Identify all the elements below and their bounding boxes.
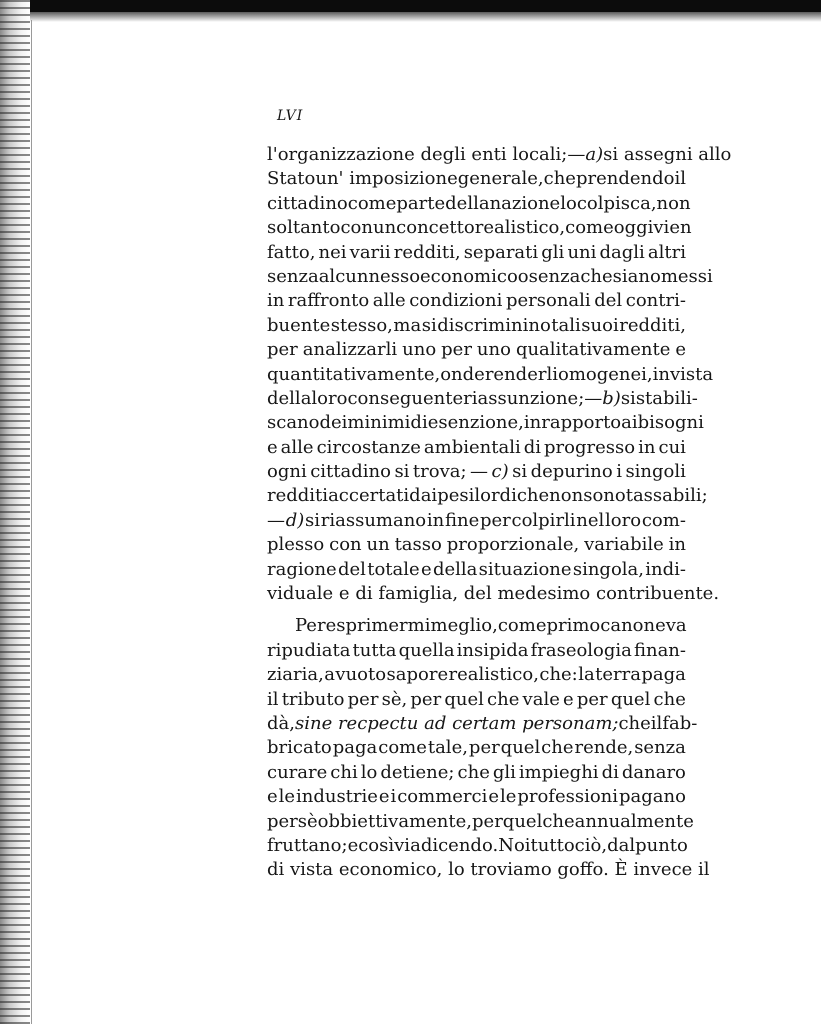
word: della xyxy=(445,192,490,214)
word: con xyxy=(340,217,373,239)
text-line xyxy=(267,167,686,191)
word: per xyxy=(267,810,298,832)
word: ogni xyxy=(267,461,307,483)
word: nel xyxy=(576,509,605,531)
word: uno xyxy=(402,339,437,361)
word: vuoto xyxy=(335,664,387,686)
word: che xyxy=(580,265,613,287)
word: annualmente xyxy=(574,810,694,832)
word: di xyxy=(355,583,373,605)
word: che xyxy=(543,168,576,190)
word: alle xyxy=(280,436,314,458)
word: che xyxy=(653,688,686,710)
page-gutter-line xyxy=(31,20,32,1024)
word: vien xyxy=(653,217,692,239)
word: scano xyxy=(267,412,320,434)
word: di xyxy=(523,436,542,458)
word: si xyxy=(421,314,437,336)
word: che xyxy=(542,810,575,832)
text-line xyxy=(267,688,686,712)
word: contribuente. xyxy=(595,583,720,605)
word: come xyxy=(347,192,397,214)
word: tale, xyxy=(427,737,468,759)
word: loro xyxy=(311,387,348,409)
word: che xyxy=(618,712,651,734)
word: terra xyxy=(595,664,641,686)
word: professioni xyxy=(517,786,619,808)
word: commerci xyxy=(397,786,488,808)
word: per xyxy=(267,339,298,361)
word: riassunzione; xyxy=(463,387,585,409)
word: a xyxy=(324,664,335,686)
text-line xyxy=(267,289,686,313)
word: che xyxy=(457,761,490,783)
word: redditi, xyxy=(393,241,461,263)
text-line xyxy=(267,582,720,606)
word: lo xyxy=(448,859,465,881)
text-line xyxy=(267,411,704,435)
word: personali xyxy=(505,290,591,312)
word: vista xyxy=(669,363,714,385)
word: sine recpectu ad certam personam; xyxy=(294,712,619,734)
word: si xyxy=(620,387,636,409)
word: sè xyxy=(297,810,318,832)
word: totale xyxy=(367,558,420,580)
word: uni xyxy=(567,241,597,263)
word: in xyxy=(426,509,445,531)
word: la xyxy=(578,664,595,686)
word: curare xyxy=(267,761,328,783)
word: alcun xyxy=(318,265,369,287)
word: sè, xyxy=(381,688,408,710)
word: lo xyxy=(360,761,378,783)
word: non xyxy=(656,192,691,214)
word: — xyxy=(567,144,586,165)
word: goffo. xyxy=(557,859,609,881)
word: separati xyxy=(463,241,539,263)
word: in xyxy=(638,436,656,458)
text-line xyxy=(267,460,686,484)
word: che xyxy=(487,688,520,710)
word: uno xyxy=(476,339,511,361)
word: di xyxy=(601,761,619,783)
word: qualitativamente xyxy=(515,339,671,361)
word: colpirli xyxy=(511,509,576,531)
word: tali xyxy=(551,314,581,336)
text-line xyxy=(267,192,691,216)
word: esenzione, xyxy=(427,412,524,434)
word: singola, xyxy=(572,558,644,580)
word: messi xyxy=(660,265,713,287)
text-line xyxy=(267,736,686,760)
word: accertati xyxy=(328,485,410,507)
page-number: LVI xyxy=(277,108,304,124)
word: che xyxy=(516,485,550,507)
word: — xyxy=(584,387,603,409)
word: della xyxy=(432,558,478,580)
word: gli xyxy=(541,241,565,263)
text-line xyxy=(267,387,698,411)
word: detiene; xyxy=(380,761,455,783)
word: della xyxy=(267,387,312,409)
text-line xyxy=(267,363,714,387)
word: fruttano; xyxy=(267,834,348,856)
word: oggi xyxy=(613,217,654,239)
word: com- xyxy=(641,509,686,531)
word: raffronto xyxy=(287,290,370,312)
word: troviamo xyxy=(470,859,552,881)
word: situazione xyxy=(478,558,572,580)
word: rende, xyxy=(574,737,634,759)
word: non xyxy=(549,485,584,507)
paragraph-1 xyxy=(267,143,732,606)
word: si xyxy=(305,509,321,531)
word: paga xyxy=(332,737,378,759)
text-line xyxy=(267,216,692,240)
word: stabili- xyxy=(635,387,698,409)
word: quella xyxy=(398,639,455,661)
word: loro xyxy=(605,509,642,531)
word: bisogni xyxy=(637,412,704,434)
word: un xyxy=(366,534,390,556)
word: senza xyxy=(267,265,319,287)
word: onde xyxy=(440,363,485,385)
word: per xyxy=(576,688,608,710)
word: del xyxy=(463,583,492,605)
word: invece xyxy=(633,859,693,881)
word: suoi xyxy=(581,314,619,336)
text-line xyxy=(267,265,713,289)
word: ai xyxy=(621,412,638,434)
word: punto xyxy=(635,834,688,856)
paragraph-gap xyxy=(267,606,686,614)
text-line xyxy=(267,761,686,785)
word: via xyxy=(394,834,421,856)
word: omogenei, xyxy=(557,363,653,385)
word: vista xyxy=(290,859,334,881)
word: cittadino xyxy=(267,192,348,214)
word: pagano xyxy=(618,786,686,808)
word: ragione xyxy=(267,558,337,580)
word: vale xyxy=(522,688,560,710)
word: tassabili; xyxy=(625,485,708,507)
word: alle xyxy=(372,290,406,312)
word: finan- xyxy=(633,639,686,661)
word: le xyxy=(499,786,517,808)
word: indi- xyxy=(645,558,686,580)
word: un xyxy=(372,217,397,239)
word: contri- xyxy=(625,290,686,312)
word: e xyxy=(420,558,432,580)
text-line xyxy=(267,785,686,809)
word: proporzionale, xyxy=(446,534,580,556)
word: ziaria, xyxy=(267,664,324,686)
word: stesso, xyxy=(330,314,393,336)
word: economico, xyxy=(338,859,443,881)
word: nei xyxy=(318,241,347,263)
word: progresso xyxy=(544,436,636,458)
word: pesi xyxy=(437,485,475,507)
word: Per xyxy=(295,615,326,637)
word: e xyxy=(267,786,278,808)
word: per xyxy=(479,509,511,531)
word: prendendo xyxy=(575,168,675,190)
word: tutto xyxy=(530,834,575,856)
word: senza xyxy=(528,265,581,287)
paragraph-2 xyxy=(267,614,710,882)
word: in xyxy=(652,363,670,385)
word: senza xyxy=(634,737,686,759)
word: gli xyxy=(492,761,516,783)
word: l'organizzazione degli enti locali; xyxy=(267,144,568,165)
text-line xyxy=(267,338,686,362)
text-line xyxy=(267,533,686,557)
word: fine xyxy=(444,509,480,531)
word: come xyxy=(378,737,427,759)
word: si xyxy=(394,461,410,483)
word: discriminino xyxy=(437,314,551,336)
word: redditi xyxy=(267,485,329,507)
word: dà, xyxy=(267,712,295,734)
word: d) xyxy=(285,509,305,531)
word: meglio, xyxy=(430,615,498,637)
word: Noi xyxy=(498,834,531,856)
word: soltanto xyxy=(267,217,341,239)
word: canone xyxy=(600,615,666,637)
word: b) xyxy=(602,387,621,409)
text-line xyxy=(267,436,686,460)
word: fab- xyxy=(662,712,698,734)
word: insipida xyxy=(456,639,529,661)
word: va xyxy=(665,615,687,637)
word: danaro xyxy=(621,761,686,783)
word: circostanze xyxy=(316,436,421,458)
word: del xyxy=(338,558,366,580)
word: Stato xyxy=(267,168,316,190)
word: cittadino xyxy=(310,461,391,483)
word: plesso xyxy=(267,534,325,556)
word: e xyxy=(675,339,686,361)
word: concetto xyxy=(396,217,475,239)
word: con xyxy=(329,534,362,556)
word: c) xyxy=(491,461,509,483)
word: renderli xyxy=(484,363,558,385)
word: un' imposizione xyxy=(315,168,458,190)
word: per xyxy=(441,339,472,361)
word: quel xyxy=(444,688,484,710)
word: medesimo xyxy=(497,583,591,605)
word: per xyxy=(472,810,503,832)
word: fatto, xyxy=(267,241,316,263)
word: il xyxy=(267,688,279,710)
text-line xyxy=(267,143,732,167)
word: il xyxy=(650,712,663,734)
word: bricato xyxy=(267,737,332,759)
word: il xyxy=(674,168,686,190)
word: fraseologia xyxy=(530,639,632,661)
word: che xyxy=(541,737,574,759)
word: in xyxy=(668,534,686,556)
word: — xyxy=(470,461,489,483)
word: e xyxy=(488,786,499,808)
word: singoli xyxy=(625,461,686,483)
word: riassumano xyxy=(320,509,427,531)
word: dicendo. xyxy=(420,834,499,856)
word: generale, xyxy=(457,168,544,190)
word: quel xyxy=(502,810,543,832)
word: lo xyxy=(560,192,577,214)
word: ambientali xyxy=(423,436,521,458)
word: chi xyxy=(330,761,358,783)
word: ma xyxy=(393,314,422,336)
word: le xyxy=(278,786,296,808)
word: quel xyxy=(610,688,651,710)
text-line xyxy=(267,663,686,687)
text-line xyxy=(267,834,686,858)
word: siano xyxy=(612,265,661,287)
word: famiglia, xyxy=(378,583,459,605)
word: buente xyxy=(267,314,331,336)
word: tributo xyxy=(281,688,345,710)
word: altri xyxy=(647,241,686,263)
word: i xyxy=(616,461,622,483)
text-line xyxy=(267,558,686,582)
word: quantitativamente, xyxy=(267,363,441,385)
scan-top-shadow xyxy=(0,12,821,22)
word: analizzarli xyxy=(302,339,398,361)
word: redditi, xyxy=(619,314,686,336)
word: industrie xyxy=(295,786,378,808)
text-line xyxy=(267,484,708,508)
word: colpisca, xyxy=(576,192,657,214)
word: impieghi xyxy=(518,761,599,783)
text-line xyxy=(267,858,710,882)
word: tutta xyxy=(352,639,397,661)
word: nesso xyxy=(368,265,421,287)
book-binding-edge xyxy=(0,0,30,1024)
word: si xyxy=(512,461,528,483)
text-line xyxy=(267,712,698,736)
word: variabile xyxy=(584,534,664,556)
word: condizioni xyxy=(409,290,503,312)
word: per xyxy=(410,688,442,710)
word: dagli xyxy=(599,241,645,263)
word: in xyxy=(267,290,285,312)
word: i xyxy=(390,786,397,808)
word: così xyxy=(358,834,395,856)
word: depurino xyxy=(530,461,613,483)
word: varii xyxy=(349,241,391,263)
text-line xyxy=(267,509,686,533)
word: sapore xyxy=(386,664,449,686)
word: primo xyxy=(546,615,601,637)
word: come xyxy=(497,615,547,637)
word: lordi xyxy=(474,485,517,507)
word: dal xyxy=(607,834,636,856)
word: nazione xyxy=(489,192,561,214)
word: a) xyxy=(585,144,604,165)
word: per xyxy=(347,688,379,710)
word: economico xyxy=(420,265,518,287)
text-line xyxy=(267,810,694,834)
word: ciò, xyxy=(574,834,608,856)
word: obbiettivamente, xyxy=(317,810,473,832)
word: minimi xyxy=(347,412,411,434)
word: di xyxy=(410,412,428,434)
word: ripudiata xyxy=(267,639,351,661)
word: cui xyxy=(658,436,686,458)
word: dai xyxy=(409,485,438,507)
word: si assegni allo xyxy=(603,144,732,165)
word: quel xyxy=(500,737,541,759)
word: in xyxy=(523,412,542,434)
word: e xyxy=(267,436,278,458)
word: del xyxy=(594,290,623,312)
word: trova; xyxy=(412,461,467,483)
text-line xyxy=(267,241,686,265)
word: — xyxy=(267,509,285,531)
word: per xyxy=(468,737,500,759)
word: realistico, xyxy=(448,664,539,686)
word: dei xyxy=(319,412,348,434)
word: il xyxy=(698,859,710,881)
word: e xyxy=(563,688,574,710)
word: e xyxy=(338,583,350,605)
word: come xyxy=(565,217,614,239)
word: paga xyxy=(641,664,686,686)
text-line xyxy=(267,614,686,638)
scan-top-border xyxy=(0,0,821,12)
word: rapporto xyxy=(541,412,622,434)
word: o xyxy=(517,265,529,287)
page-body xyxy=(267,143,732,883)
word: È xyxy=(614,859,628,881)
word: tasso xyxy=(394,534,442,556)
word: realistico, xyxy=(474,217,566,239)
text-line xyxy=(267,639,686,663)
word: e xyxy=(378,786,390,808)
word: di xyxy=(267,859,285,881)
word: conseguente xyxy=(347,387,464,409)
word: sono xyxy=(583,485,626,507)
word: viduale xyxy=(267,583,334,605)
word: parte xyxy=(396,192,446,214)
text-line xyxy=(267,314,686,338)
word: che: xyxy=(539,664,578,686)
word: e xyxy=(347,834,359,856)
word: esprimermi xyxy=(325,615,431,637)
